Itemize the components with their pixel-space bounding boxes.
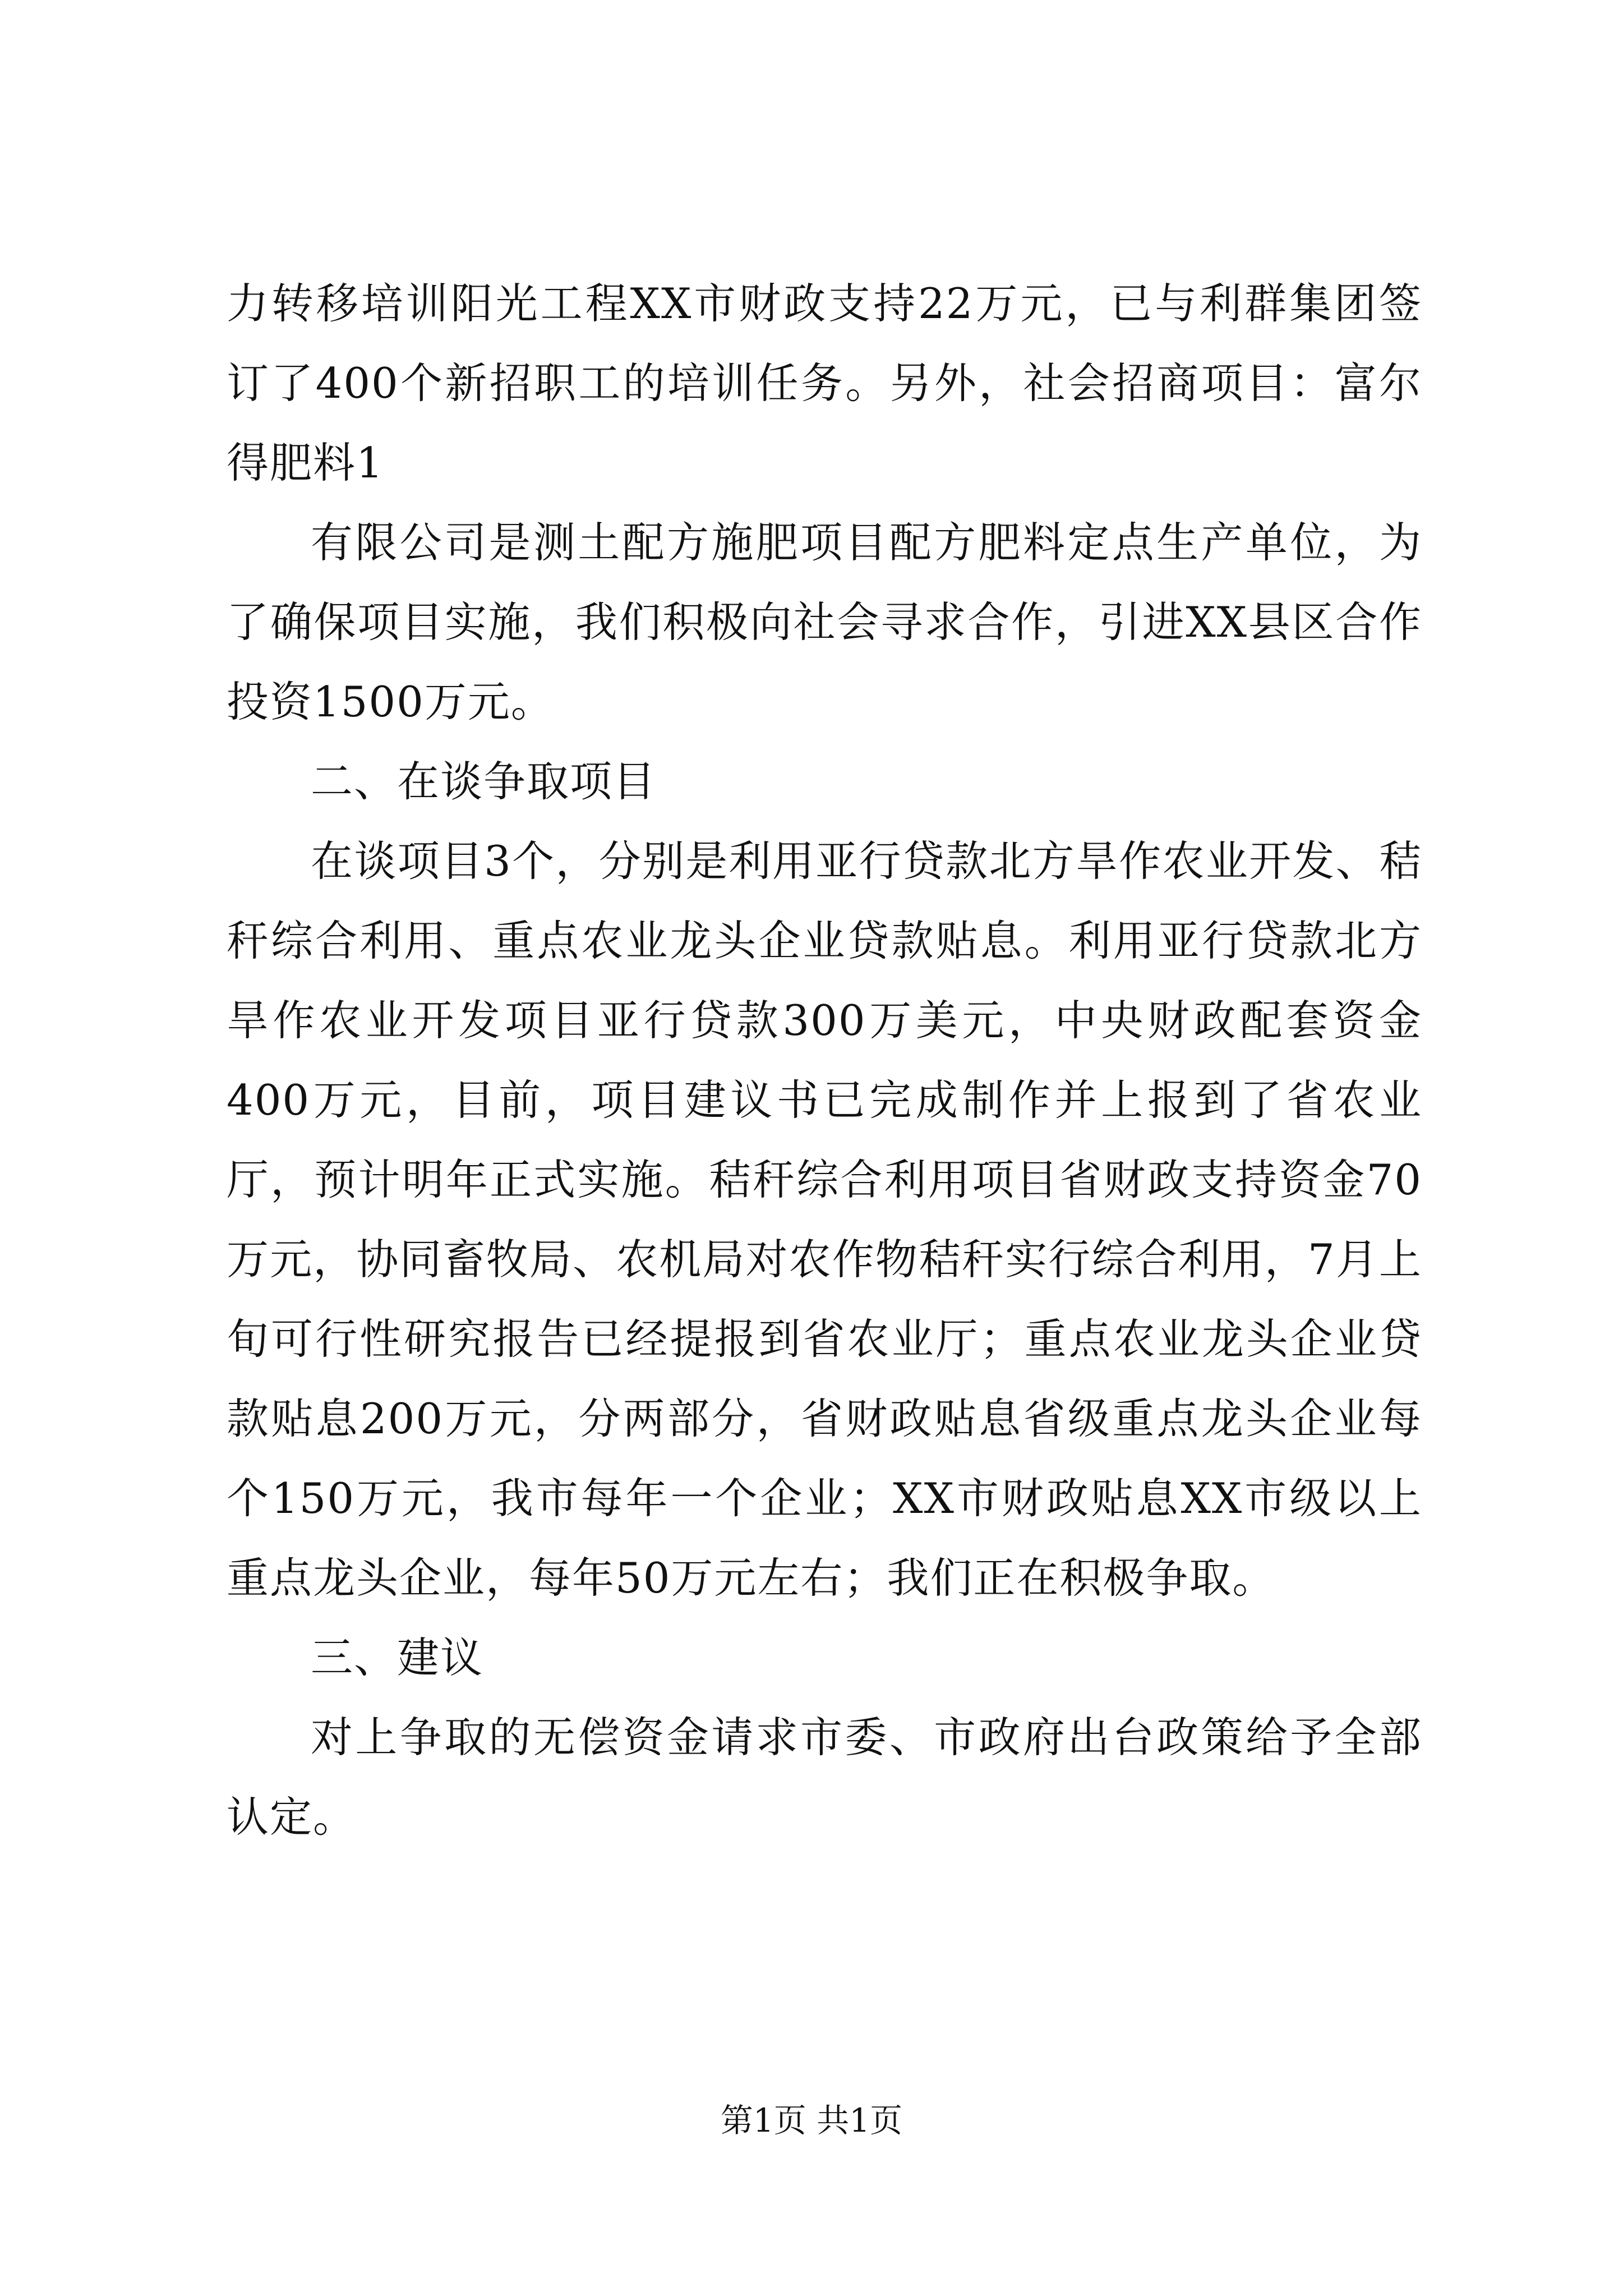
paragraph-company: 有限公司是测土配方施肥项目配方肥料定点生产单位，为了确保项目实施，我们积极向社会寻求合作，引进XX县区合作投资1500万元。: [227, 518, 1422, 726]
paragraph-negotiating-projects: 在谈项目3个，分别是利用亚行贷款北方旱作农业开发、秸秆综合利用、重点农业龙头企业贷款贴息。利用亚行贷款北方旱作农业开发项目亚行贷款300万美元，中央财政配套资金400万元，目前，项目建议书已完成制作并上报到了省农业厅，预计明年正式实施。秸秆综合利用项目省财政支持资金70万元，协同畜牧局、农机局对农作物秸秆实行综合利用，7月上旬可行性研究报告已经提报到省农业厅；重点农业龙头企业贷款贴息200万元，分两部分，省财政贴息省级重点龙头企业每个150万元，我市每年一个企业；XX市财政贴息XX市级以上重点龙头企业，每年50万元左右；我们正在积极争取。: [227, 836, 1422, 1603]
page-number: 第1页 共1页: [720, 2101, 903, 2139]
paragraph-suggestions: 对上争取的无偿资金请求市委、市政府出台政策给予全部认定。: [227, 1713, 1422, 1842]
section-heading-negotiating-projects: 二、在谈争取项目: [311, 757, 657, 806]
section-heading-suggestions: 三、建议: [311, 1633, 484, 1682]
paragraph-continuation: 力转移培训阳光工程XX市财政支持22万元，已与利群集团签订了400个新招职工的培训任务。另外，社会招商项目：富尔得肥料1: [227, 279, 1422, 487]
document-body: [227, 264, 1422, 1857]
page-footer: [0, 2098, 1623, 2143]
